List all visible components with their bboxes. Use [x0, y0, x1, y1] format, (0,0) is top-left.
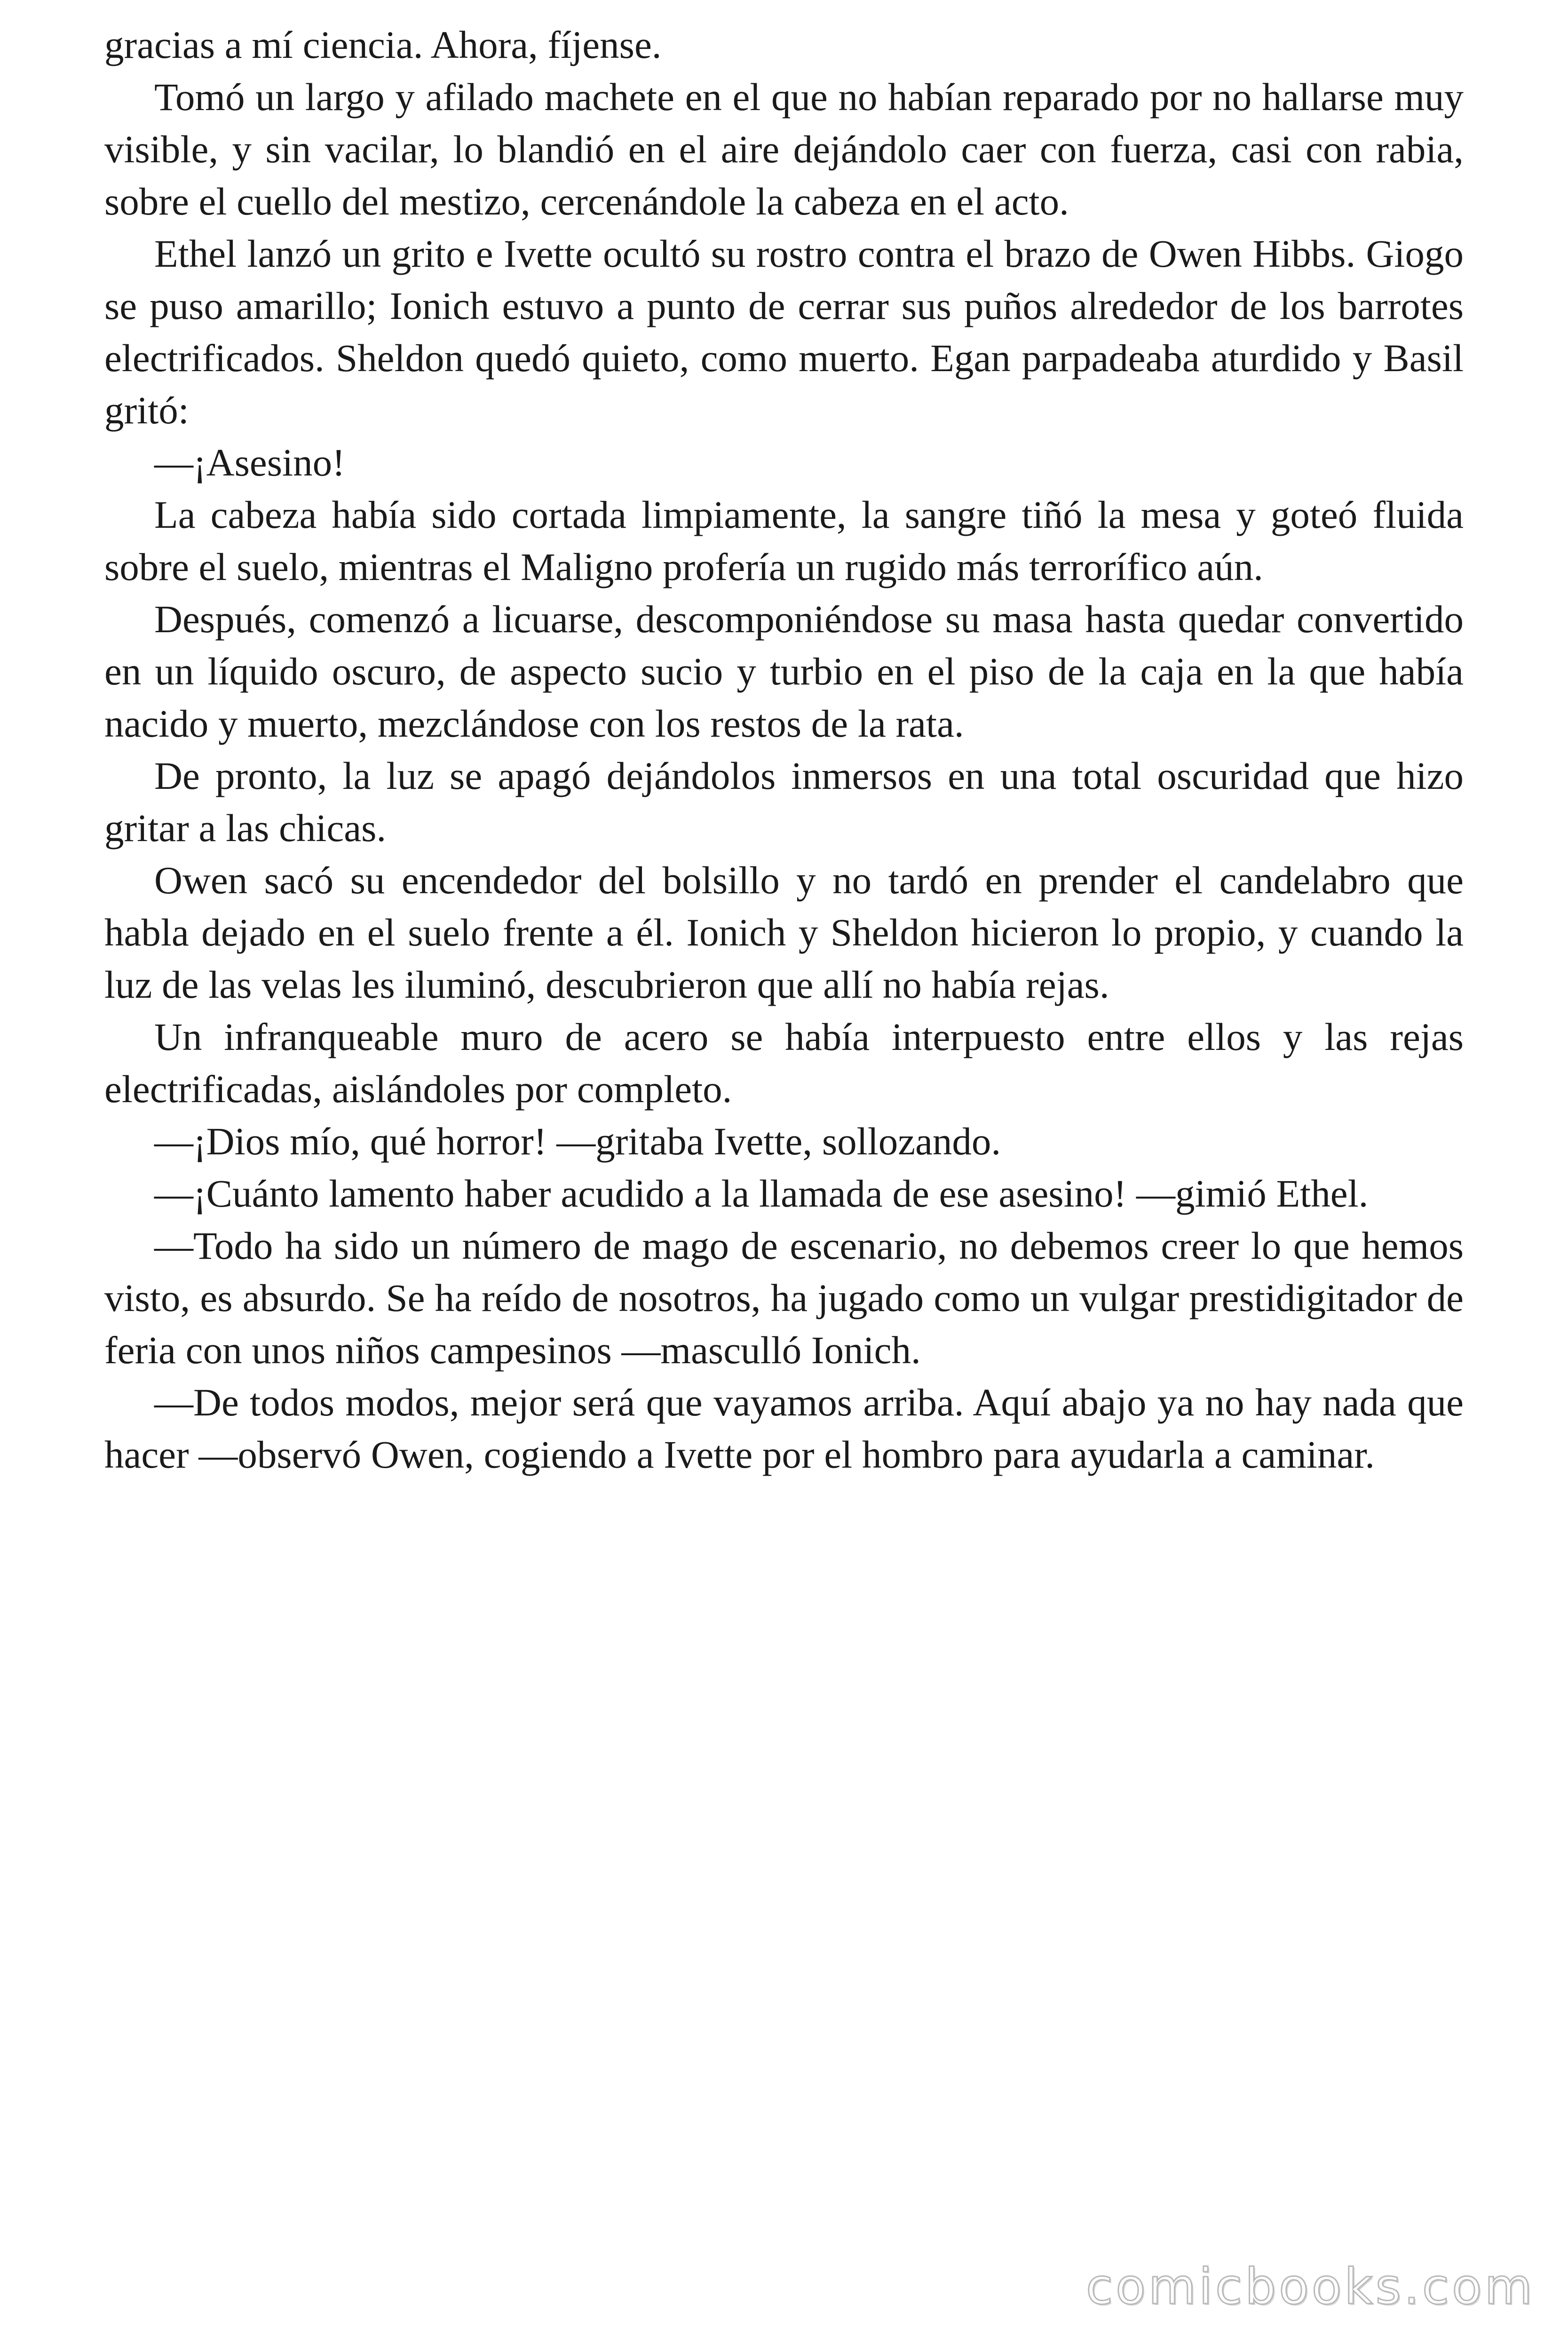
- paragraph: Después, comenzó a licuarse, descomponiéndose su masa hasta quedar convertido en un líquido oscuro, de aspecto sucio y turbio en el piso de la caja en la que había nacido y muerto, mezclándose con los restos de la rata.: [104, 597, 1464, 745]
- watermark: comicbooks.com: [1085, 2258, 1535, 2315]
- paragraph: Un infranqueable muro de acero se había interpuesto entre ellos y las rejas electrificadas, aislándoles por completo.: [104, 1015, 1464, 1111]
- dialogue-line: —De todos modos, mejor será que vayamos arriba. Aquí abajo ya no hay nada que hacer —observó Owen, cogiendo a Ivette por el hombro para ayudarla a caminar.: [104, 1381, 1464, 1476]
- dialogue-line: —¡Cuánto lamento haber acudido a la llamada de ese asesino! —gimió Ethel.: [154, 1172, 1369, 1215]
- paragraph: Ethel lanzó un grito e Ivette ocultó su rostro contra el brazo de Owen Hibbs. Giogo se puso amarillo; Ionich estuvo a punto de cerrar sus puños alrededor de los barrotes electrificados. Sheldon quedó quieto, como muerto. Egan parpadeaba aturdido y Basil gritó:: [104, 232, 1464, 432]
- dialogue-line: —¡Asesino!: [154, 441, 345, 484]
- dialogue-line: —¡Dios mío, qué horror! —gritaba Ivette, sollozando.: [154, 1120, 1001, 1163]
- paragraph: Owen sacó su encendedor del bolsillo y no tardó en prender el candelabro que habla dejado en el suelo frente a él. Ionich y Sheldon hicieron lo propio, y cuando la luz de las velas les iluminó, descubrieron que allí no había rejas.: [104, 858, 1464, 1006]
- paragraph: La cabeza había sido cortada limpiamente, la sangre tiñó la mesa y goteó fluida sobre el suelo, mientras el Maligno profería un rugido más terrorífico aún.: [104, 493, 1464, 588]
- paragraph: Tomó un largo y afilado machete en el que no habían reparado por no hallarse muy visible, y sin vacilar, lo blandió en el aire dejándolo caer con fuerza, casi con rabia, sobre el cuello del mestizo, cercenándole la cabeza en el acto.: [104, 75, 1464, 223]
- page-text: [104, 19, 1464, 1481]
- paragraph-continuation: gracias a mí ciencia. Ahora, fíjense.: [104, 23, 662, 66]
- dialogue-line: —Todo ha sido un número de mago de escenario, no debemos creer lo que hemos visto, es absurdo. Se ha reído de nosotros, ha jugado como un vulgar prestidigitador de feria con unos niños campesinos —masculló Ionich.: [104, 1224, 1464, 1372]
- paragraph: De pronto, la luz se apagó dejándolos inmersos en una total oscuridad que hizo gritar a las chicas.: [104, 754, 1464, 850]
